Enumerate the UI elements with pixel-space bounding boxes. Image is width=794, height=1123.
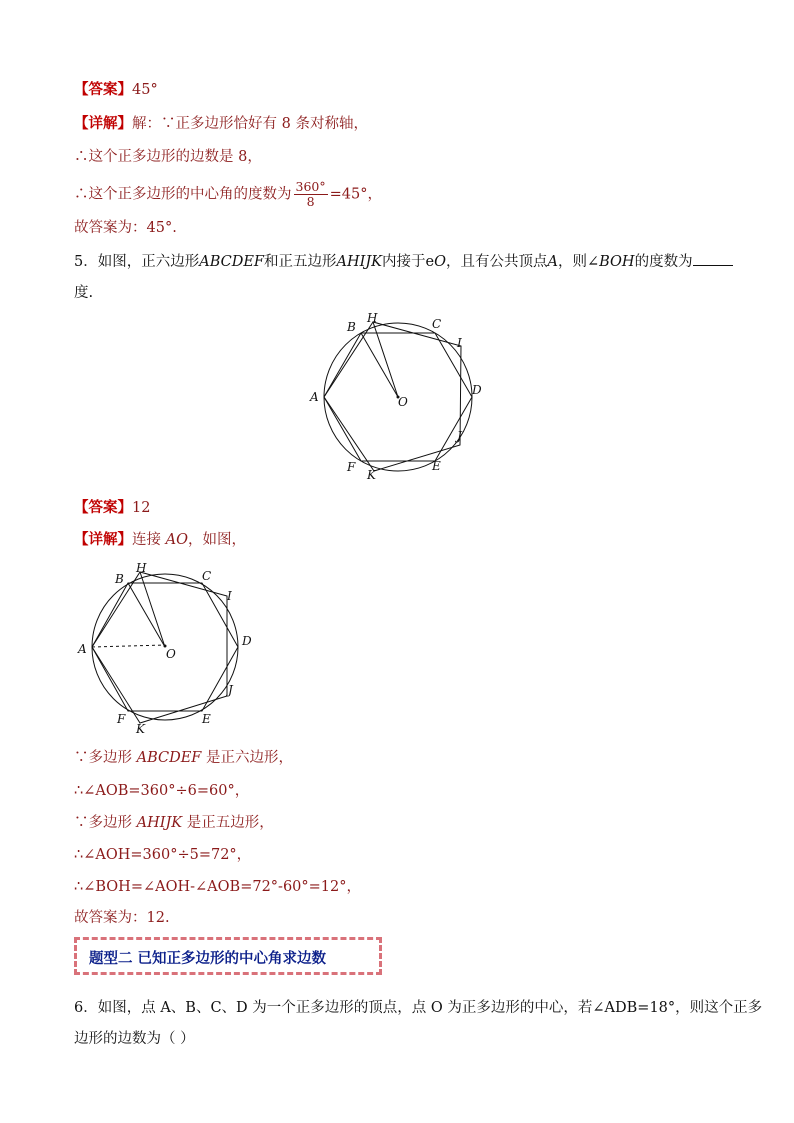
- solution-step-4: ∴∠AOH=360°÷5=72°，: [74, 847, 252, 863]
- step-text: ∵多边形: [74, 750, 137, 766]
- solution-step-6: 故答案为：12.: [74, 910, 170, 926]
- q5-text: ，则∠: [557, 254, 600, 270]
- answer-tag: 【答案】: [74, 500, 132, 516]
- label-f: F: [347, 460, 356, 474]
- section-title: 题型二 已知正多边形的中心角求边数: [89, 951, 327, 967]
- label-k: K: [136, 722, 145, 736]
- q5-text: 5．如图，正六边形: [74, 254, 200, 270]
- step-var: AHIJK: [136, 815, 183, 831]
- segment-ao-dashed: [92, 645, 165, 647]
- solution-step-3: [74, 813, 274, 833]
- q5-hexagon: ABCDEF: [199, 254, 264, 270]
- question-5-line-1: [74, 251, 733, 272]
- pentagon: [92, 572, 227, 723]
- figure-1-hexagon-pentagon: [300, 305, 500, 485]
- label-a: A: [78, 642, 87, 656]
- detail-var: AO: [165, 532, 188, 548]
- circle-symbol: e: [425, 254, 435, 270]
- label-c: C: [202, 569, 212, 583]
- q5-point: A: [547, 254, 558, 270]
- q5-angle: BOH: [599, 254, 635, 270]
- detail-text: =45°，: [329, 186, 382, 203]
- label-j: J: [457, 429, 462, 443]
- answer-value: 45°: [132, 82, 158, 98]
- solution-step-5: ∴∠BOH=∠AOH-∠AOB=72°-60°=12°，: [74, 879, 361, 895]
- label-e: E: [202, 712, 211, 726]
- label-j: J: [228, 683, 233, 697]
- answer-blank: [693, 251, 733, 266]
- section-header: [74, 937, 382, 975]
- detail-tag: 【详解】: [74, 116, 132, 132]
- label-o: O: [166, 647, 176, 661]
- label-i: I: [227, 589, 232, 603]
- q5-text: 和正五边形: [264, 254, 337, 270]
- label-e: E: [432, 459, 441, 473]
- detail-line-3: [74, 180, 382, 209]
- step-text: 是正六边形，: [201, 750, 293, 766]
- question-6-line-1: 6．如图，点 A、B、C、D 为一个正多边形的顶点，点 O 为正多边形的中心，若∠ADB=18°，则这个正多: [74, 1000, 763, 1016]
- fraction-numerator: 360°: [295, 179, 326, 194]
- figure-2-hexagon-pentagon: [70, 555, 270, 740]
- label-a: A: [310, 390, 319, 404]
- fraction: [294, 180, 328, 209]
- answer-value: 12: [132, 500, 151, 516]
- answer-tag: 【答案】: [74, 82, 132, 98]
- q5-text: 的度数为: [634, 254, 693, 270]
- q5-text: 内接于: [382, 254, 426, 270]
- circle-name: O: [434, 254, 446, 270]
- step-text: 是正五边形，: [182, 815, 274, 831]
- q5-pentagon: AHIJK: [336, 254, 382, 270]
- fraction-denominator: 8: [306, 194, 315, 209]
- detail-text: ∴这个正多边形的中心角的度数为: [74, 186, 292, 203]
- step-text: ∵多边形: [74, 815, 137, 831]
- detail-line-4: 故答案为：45°.: [74, 220, 177, 236]
- detail-line-2: ∴这个正多边形的边数是 8，: [74, 149, 262, 165]
- label-i: I: [457, 336, 462, 350]
- label-k: K: [367, 468, 376, 482]
- solution-step-1: [74, 748, 293, 768]
- step-var: ABCDEF: [136, 750, 202, 766]
- question-5-line-2: 度.: [74, 285, 94, 301]
- detail-text: 解：∵正多边形恰好有 8 条对称轴，: [132, 116, 368, 132]
- solution-step-2: ∴∠AOB=360°÷6=60°，: [74, 783, 250, 799]
- detail-line-5: [74, 530, 246, 550]
- q5-text: ，且有公共顶点: [445, 254, 548, 270]
- answer-line-2: [74, 498, 150, 518]
- label-f: F: [117, 712, 126, 726]
- detail-text: 连接: [132, 532, 166, 548]
- label-b: B: [115, 572, 124, 586]
- detail-text: ，如图，: [187, 532, 246, 548]
- label-o: O: [398, 395, 408, 409]
- detail-tag: 【详解】: [74, 532, 132, 548]
- label-b: B: [347, 320, 356, 334]
- label-h: H: [367, 311, 378, 325]
- detail-line-1: [74, 114, 368, 134]
- label-d: D: [242, 634, 252, 648]
- label-h: H: [136, 561, 147, 575]
- label-d: D: [472, 383, 482, 397]
- question-6-line-2: 边形的边数为（ ）: [74, 1031, 195, 1047]
- label-c: C: [432, 317, 442, 331]
- answer-line-1: [74, 80, 158, 100]
